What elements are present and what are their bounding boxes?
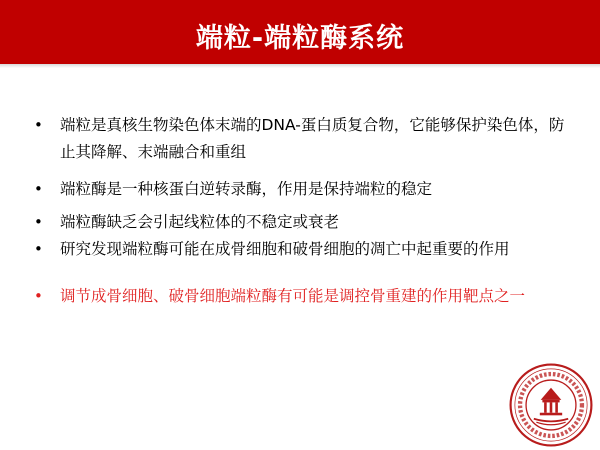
bullet-marker: • (34, 116, 43, 134)
bullet-marker: • (34, 287, 43, 305)
slide-title: 端粒-端粒酶系统 (195, 22, 405, 54)
bullet-marker: • (34, 213, 43, 231)
bullet-marker: • (34, 240, 43, 258)
bullet-text: 端粒酶是一种核蛋白逆转录酶，作用是保持端粒的稳定 (60, 180, 433, 198)
bullet-item-deficiency (28, 209, 578, 236)
title-bar (0, 0, 600, 64)
bullet-item-telomere (28, 112, 578, 166)
bullet-item-telomerase (28, 176, 578, 203)
bullet-list (28, 112, 578, 310)
bullet-text: 端粒酶缺乏会引起线粒体的不稳定或衰老 (60, 213, 340, 231)
bullet-text: 研究发现端粒酶可能在成骨细胞和破骨细胞的凋亡中起重要的作用 (60, 240, 510, 258)
bullet-text: 调节成骨细胞、破骨细胞端粒酶有可能是调控骨重建的作用靶点之一 (60, 287, 526, 305)
bullet-item-research (28, 236, 578, 263)
title-divider (0, 64, 600, 68)
bullet-marker: • (34, 180, 43, 198)
bullet-item-conclusion (28, 283, 578, 310)
bullet-text: 端粒是真核生物染色体末端的DNA-蛋白质复合物，它能够保护染色体，防止其降解、末端融合和重组 (60, 116, 565, 161)
university-seal-icon (508, 362, 594, 448)
